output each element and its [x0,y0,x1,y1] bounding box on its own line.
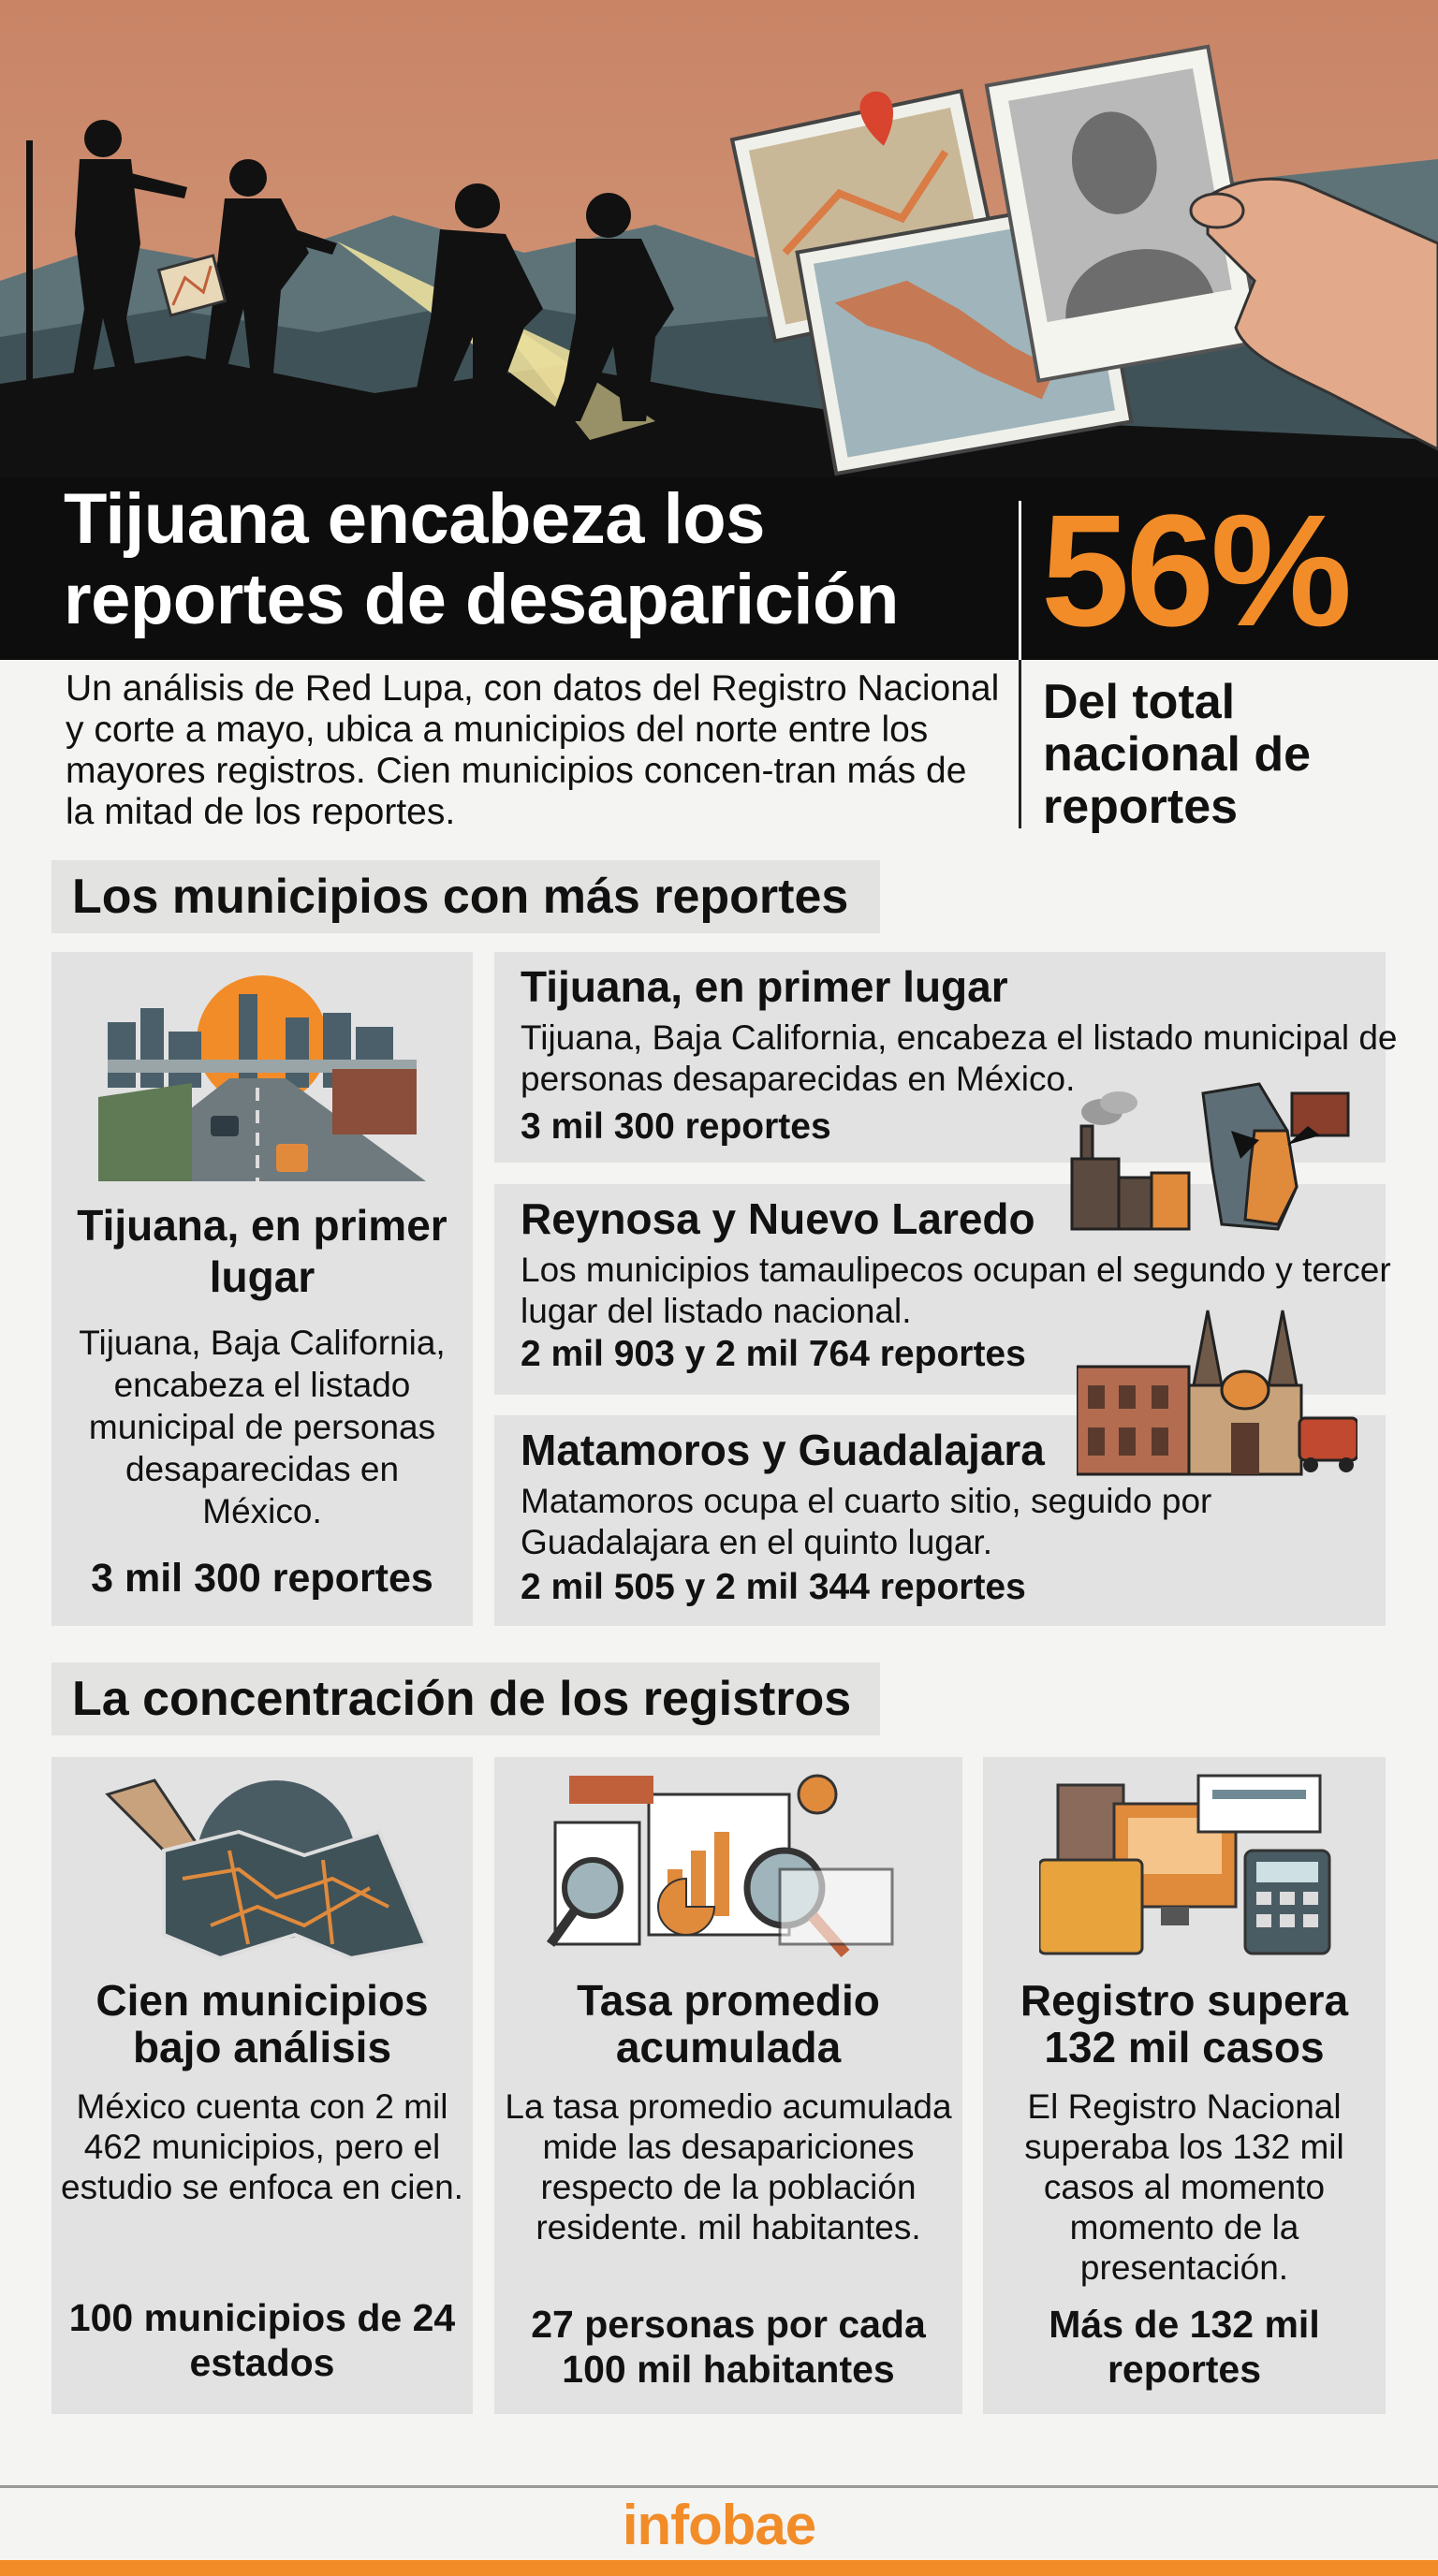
card-body: El Registro Nacional superaba los 132 mil casos al momento momento de la presentación. [1024,2087,1344,2287]
card-title: Cien municipios bajo análisis [95,1976,429,2071]
ranking-body: Tijuana, Baja California, encabeza el listado municipal de personas desaparecidas en México. [521,1018,1398,1098]
card-body: La tasa promedio acumulada mide las desapariciones respecto de la población residente. mil habitantes. [505,2087,952,2247]
card-icon-area [983,1757,1386,1968]
ranking-body: Los municipios tamaulipecos ocupan el segundo y tercer lugar del listado nacional. [521,1251,1391,1330]
title-divider [1019,501,1021,660]
ranking-stat: 2 mil 903 y 2 mil 764 reportes [521,1334,1026,1374]
info-card-municipios [51,1757,473,2414]
office-records-icon [1039,1766,1339,1963]
headline-stat: 56% [1041,482,1349,660]
feature-stat: 3 mil 300 reportes [91,1556,433,1601]
feature-title: Tijuana, en primer lugar [77,1201,448,1301]
ranking-title: Matamoros y Guadalajara [521,1426,1045,1474]
info-card-registro [983,1757,1386,2414]
hero-illustration [0,0,1438,477]
card-stat: 27 personas por cada 100 mil habitantes [531,2303,926,2391]
data-analysis-icon [546,1766,911,1963]
card-stat: Más de 132 mil reportes [1049,2303,1320,2391]
card-stat: 100 municipios de 24 estados [68,2296,456,2384]
cathedral-icon [1077,1301,1357,1479]
headline-stat-label: Del total nacional de reportes [1043,675,1312,834]
card-icon-area [51,1757,473,1968]
card-icon-area [494,1757,962,1968]
ranking-body: Matamoros ocupa el cuarto sitio, seguido por Guadalajara en el quinto lugar. [521,1482,1212,1561]
feature-body: Tijuana, Baja California, encabeza el listado municipal de personas desaparecidas en México. [79,1324,446,1530]
footer-accent-bar [0,2560,1438,2576]
card-title: Registro supera 132 mil casos [1020,1976,1349,2071]
city-highway-icon [98,957,426,1181]
feature-card-tijuana [51,952,473,1626]
page-title: Tijuana encabeza los reportes de desaparición [64,479,899,639]
card-title: Tasa promedio acumulada [577,1976,880,2071]
intro-paragraph: Un análisis de Red Lupa, con datos del Registro Nacional y corte a mayo, ubica a municipios del norte entre los mayores registros. Cien municipios concen-tran más de la mitad de los reportes. [66,668,1000,832]
factory-map-icon [1063,1075,1381,1234]
folded-map-icon [89,1766,445,1963]
ranking-title: Tijuana, en primer lugar [521,962,1008,1011]
stat-divider [1019,660,1021,828]
info-card-tasa [494,1757,962,2414]
footer-divider [0,2485,1438,2488]
ranking-stat: 3 mil 300 reportes [521,1106,831,1147]
section-heading-concentracion: La concentración de los registros [51,1662,880,1735]
ranking-title: Reynosa y Nuevo Laredo [521,1194,1035,1243]
card-body: México cuenta con 2 mil 462 municipios, pero el estudio se enfoca en cien. [61,2087,463,2206]
ranking-stat: 2 mil 505 y 2 mil 344 reportes [521,1567,1026,1607]
section-heading-top-municipios: Los municipios con más reportes [51,860,880,933]
infobae-logo[interactable]: infobae [622,2494,816,2556]
